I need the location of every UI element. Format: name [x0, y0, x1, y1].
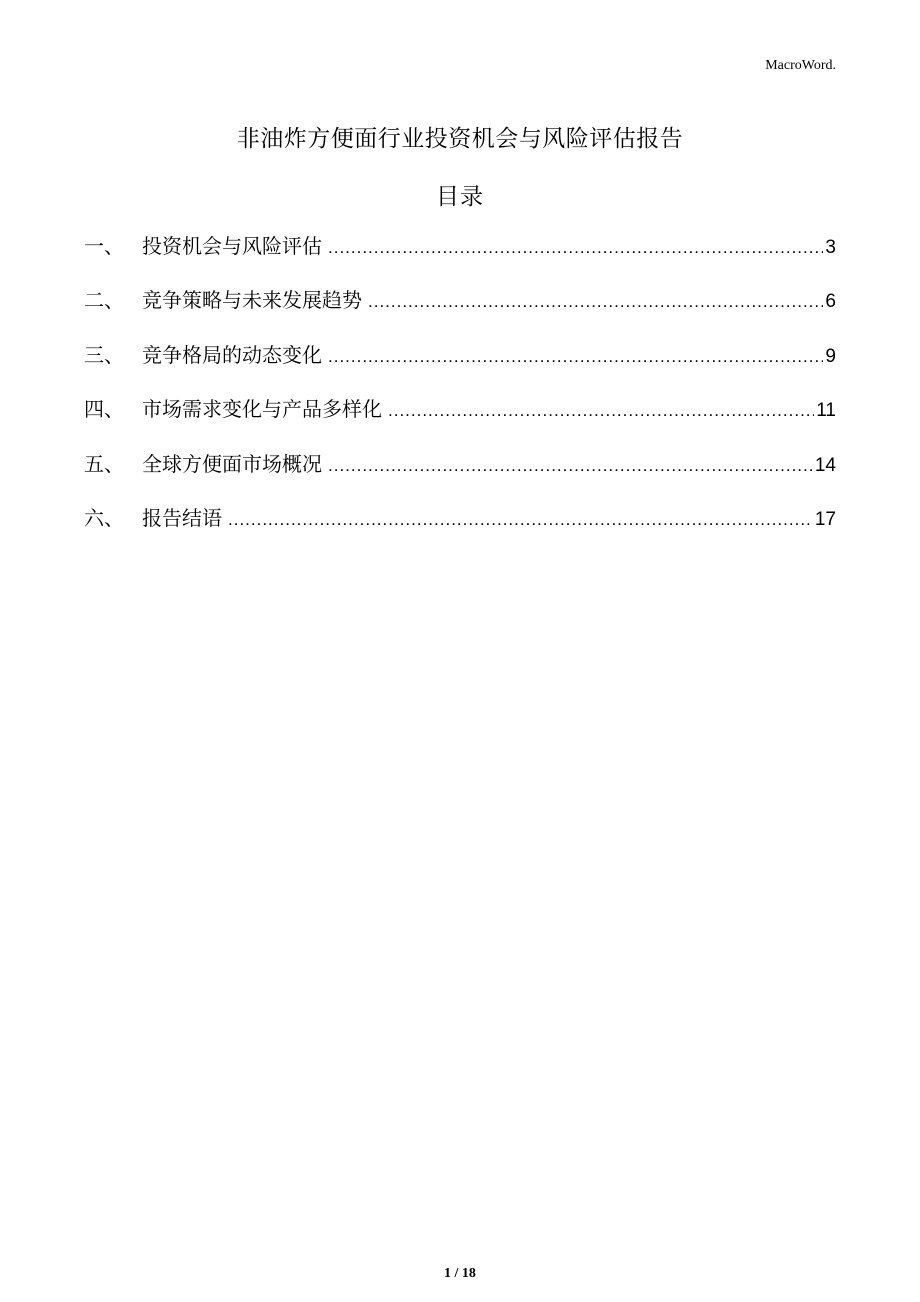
toc-dot-leader [228, 510, 813, 530]
toc-dot-leader [328, 238, 823, 258]
toc-entry-title: 全球方便面市场概况 [142, 451, 322, 476]
toc-entry-title: 市场需求变化与产品多样化 [142, 397, 382, 422]
toc-entry-page: 3 [825, 237, 836, 258]
toc-entry[interactable] [84, 448, 836, 502]
toc-entry[interactable] [84, 230, 836, 284]
table-of-contents [84, 230, 836, 556]
toc-entry[interactable] [84, 502, 836, 556]
page-indicator: 1 / 18 [444, 1266, 476, 1281]
toc-entry-title: 竞争格局的动态变化 [142, 342, 322, 367]
toc-entry-title: 竞争策略与未来发展趋势 [142, 288, 362, 313]
toc-dot-leader [388, 401, 814, 421]
toc-entry-page: 11 [816, 400, 836, 422]
toc-entry-title: 投资机会与风险评估 [142, 234, 322, 258]
toc-dot-leader [328, 347, 823, 367]
toc-entry-number: 三、 [84, 342, 124, 367]
toc-entry-number: 六、 [84, 505, 124, 530]
toc-dot-leader [368, 292, 823, 312]
header-brand: MacroWord. [765, 58, 836, 73]
toc-entry-page: 9 [825, 345, 836, 367]
toc-entry-title: 报告结语 [142, 505, 222, 530]
toc-entry-page: 17 [814, 508, 836, 530]
toc-entry-number: 五、 [84, 451, 124, 476]
toc-entry[interactable] [84, 393, 836, 447]
document-title: 非油炸方便面行业投资机会与风险评估报告 [236, 126, 684, 152]
toc-heading: 目录 [436, 184, 484, 210]
toc-dot-leader [328, 456, 813, 476]
toc-entry-number: 一、 [84, 234, 124, 258]
toc-entry[interactable] [84, 339, 836, 393]
toc-entry-number: 四、 [84, 397, 124, 422]
toc-entry[interactable] [84, 284, 836, 338]
toc-entry-page: 6 [825, 291, 836, 313]
toc-entry-number: 二、 [84, 288, 124, 313]
toc-entry-page: 14 [814, 454, 836, 476]
